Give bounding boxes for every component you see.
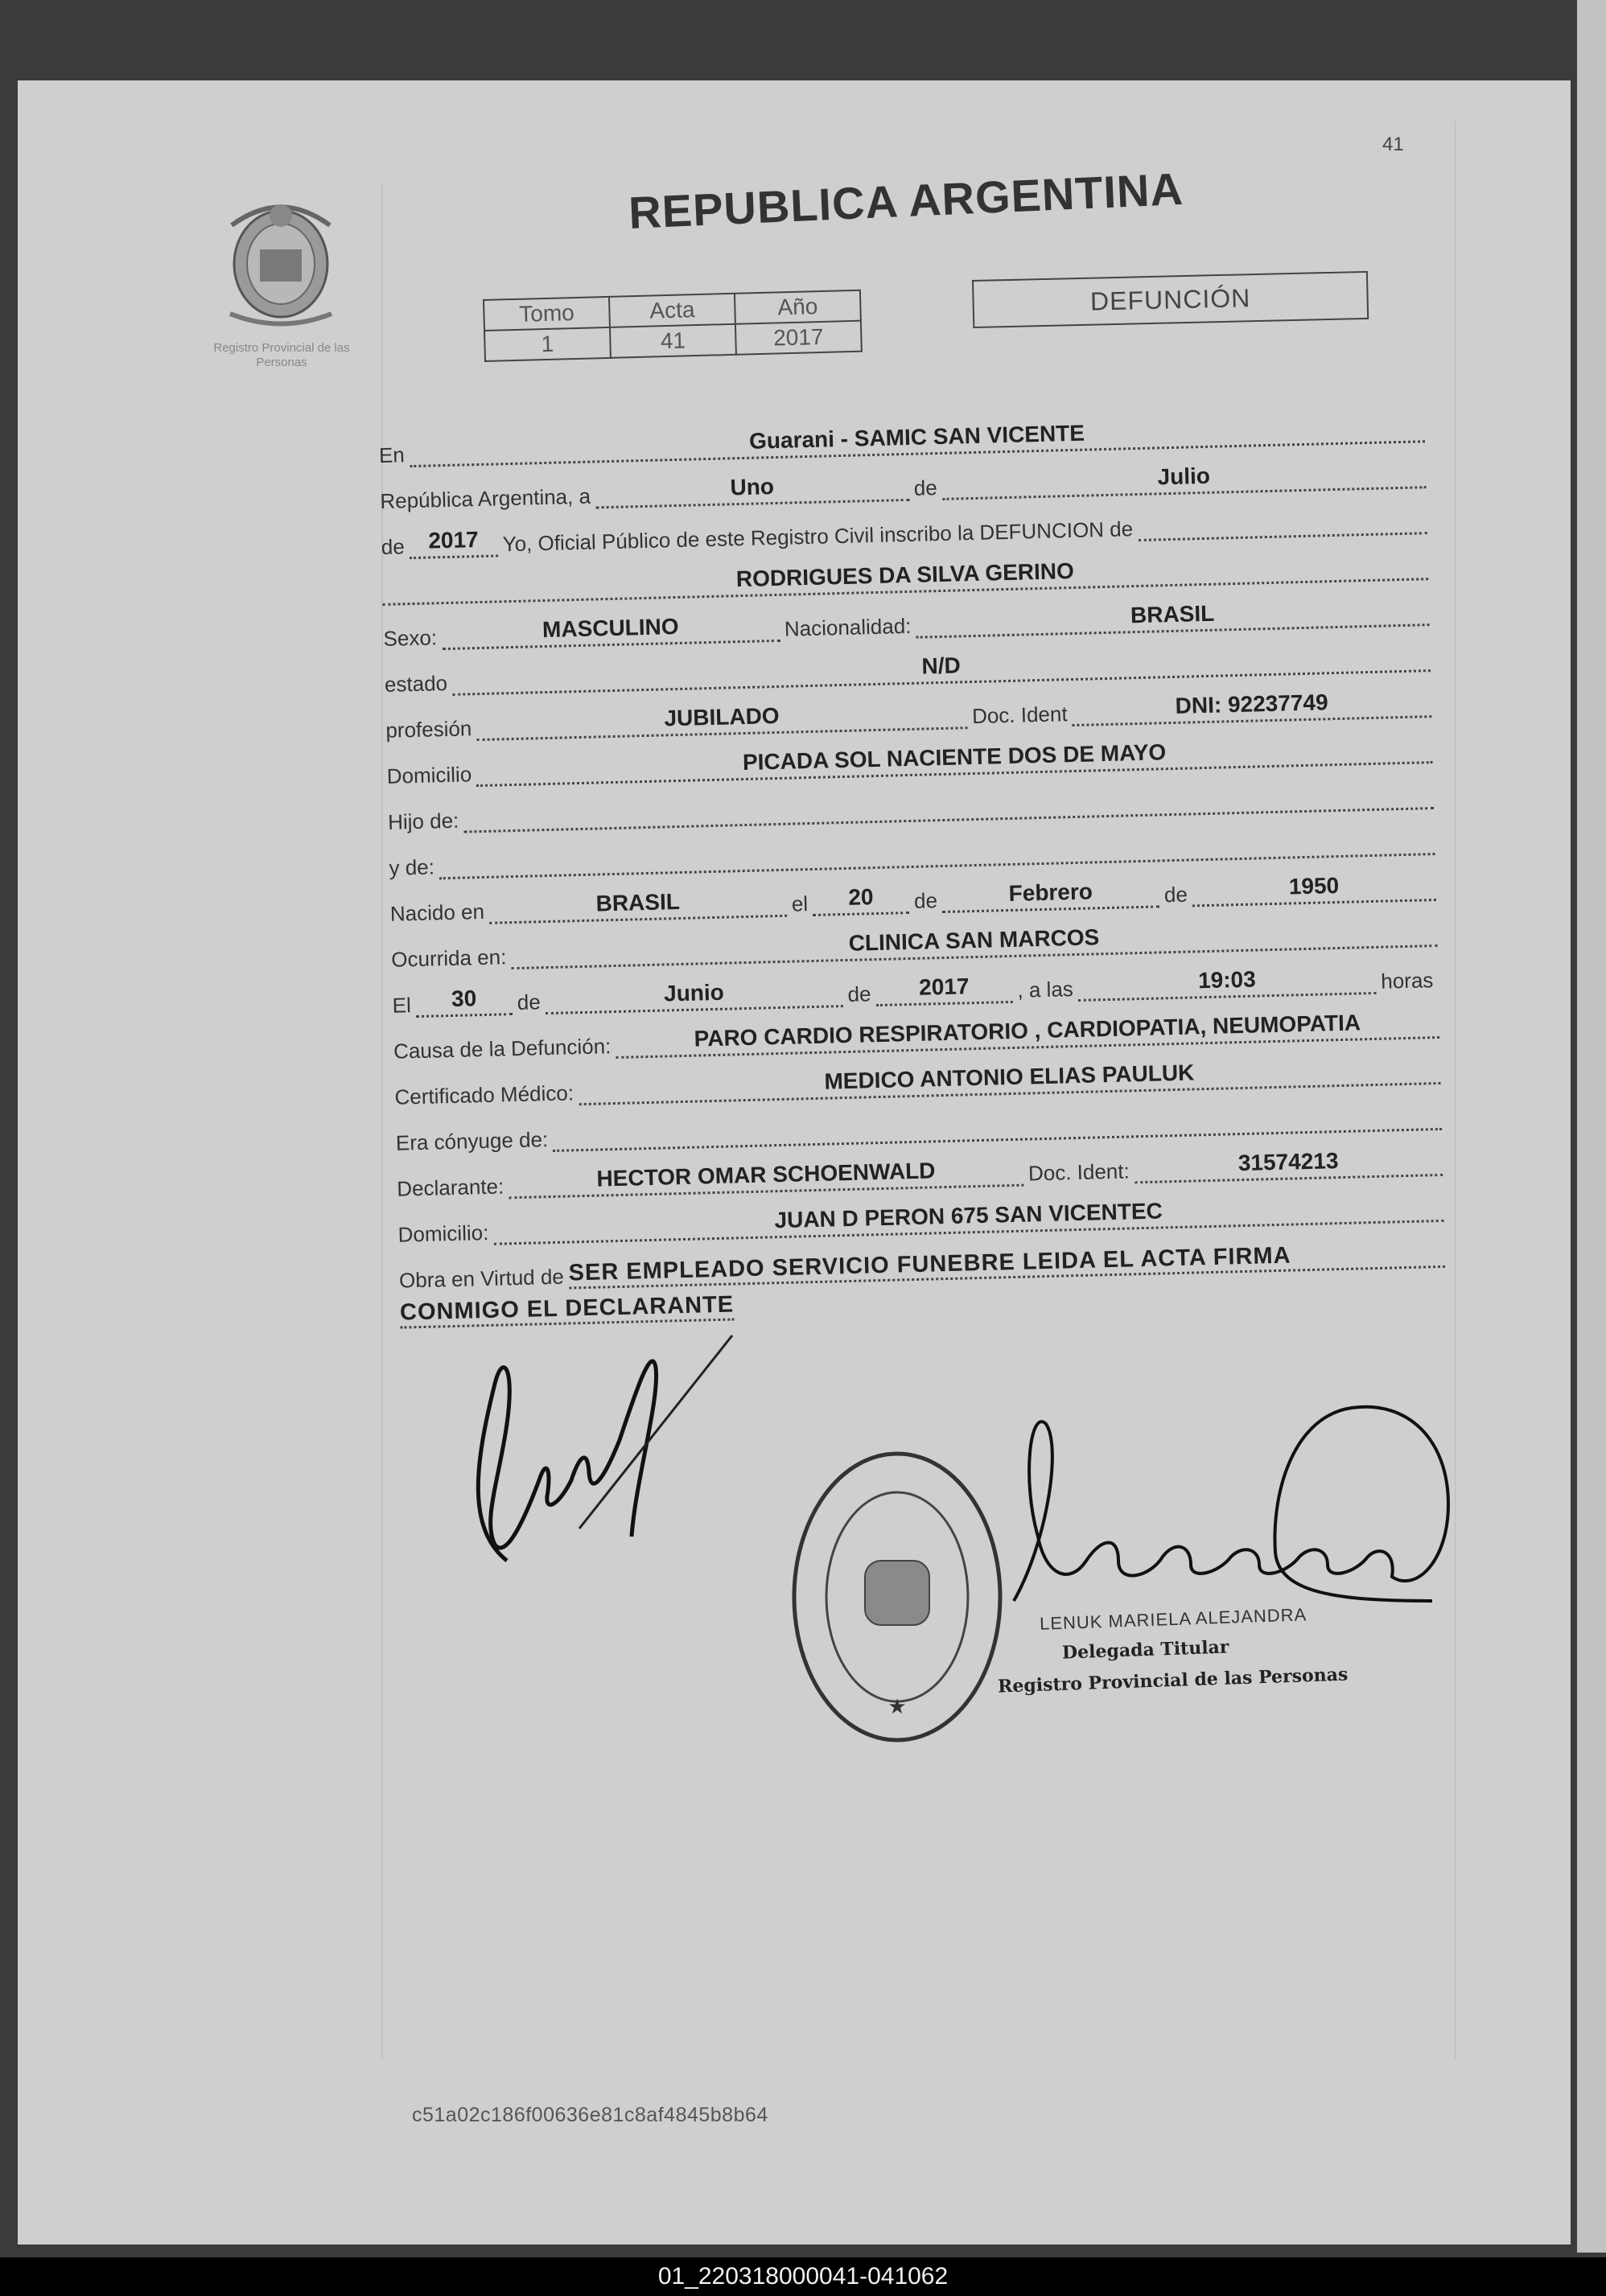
de-label: de	[1163, 882, 1188, 907]
domicilio-label: Domicilio	[386, 762, 472, 788]
month-field: Julio	[941, 457, 1426, 500]
official-role: Delegada Titular	[1061, 1636, 1229, 1664]
registry-seal-icon	[789, 1448, 1006, 1746]
el-label: el	[791, 891, 809, 916]
obra-line-2: CONMIGO EL DECLARANTE	[400, 1292, 735, 1329]
birth-day-field: 20	[813, 883, 910, 916]
domicilio-field: PICADA SOL NACIENTE DOS DE MAYO	[476, 732, 1433, 787]
death-year-field: 2017	[875, 972, 1013, 1006]
profesion-label: profesión	[385, 716, 472, 743]
record-type-box: DEFUNCIÓN	[972, 271, 1369, 328]
official-organization: Registro Provincial de las Personas	[997, 1664, 1349, 1697]
de-label: de	[381, 534, 406, 559]
nacido-en-field: BRASIL	[488, 886, 787, 924]
year-field: 2017	[409, 525, 498, 559]
svg-text:★: ★	[887, 1694, 907, 1718]
anio-value: 2017	[735, 321, 862, 355]
causa-label: Causa de la Defunción:	[393, 1034, 612, 1064]
acta-header: Acta	[609, 294, 735, 327]
registry-caption: Registro Provincial de las Personas	[213, 341, 350, 369]
certificado-label: Certificado Médico:	[394, 1080, 574, 1109]
death-day-field: 30	[415, 984, 513, 1018]
tomo-value: 1	[484, 327, 611, 361]
de-label: de	[913, 475, 938, 500]
doc-field: DNI: 92237749	[1072, 686, 1431, 726]
declarant-signature-icon	[451, 1319, 740, 1585]
inscribe-text: Yo, Oficial Público de este Registro Civil inscribo la DEFUNCION de	[502, 516, 1134, 557]
right-margin-rule	[1455, 121, 1456, 2059]
official-name: LENUK MARIELA ALEJANDRA	[1039, 1604, 1307, 1634]
place-field: Guarani - SAMIC SAN VICENTE	[409, 411, 1425, 467]
nacionalidad-label: Nacionalidad:	[784, 613, 912, 641]
ocurrida-label: Ocurrida en:	[390, 944, 507, 972]
next-page-edge	[1577, 0, 1606, 2253]
sexo-field: MASCULINO	[441, 611, 780, 650]
doc-ident-label: Doc. Ident:	[1027, 1158, 1130, 1186]
declarante-domicilio-field: JUAN D PERON 675 SAN VICENTEC	[493, 1191, 1444, 1245]
estado-field: N/D	[451, 640, 1431, 696]
birth-year-field: 1950	[1192, 870, 1436, 907]
ocurrida-field: CLINICA SAN MARCOS	[511, 916, 1438, 969]
anio-header: Año	[735, 290, 861, 324]
declarante-label: Declarante:	[396, 1174, 504, 1201]
en-label: En	[378, 442, 406, 467]
horas-label: horas	[1380, 968, 1434, 994]
el-cap-label: El	[392, 993, 412, 1018]
obra-label: Obra en Virtud de	[398, 1264, 565, 1293]
estado-label: estado	[384, 670, 448, 697]
tomo-header: Tomo	[484, 297, 610, 331]
de-label: de	[517, 990, 542, 1014]
death-time-field: 19:03	[1077, 963, 1376, 1002]
scan-id-bar: 01_220318000041-041062	[0, 2257, 1606, 2296]
a-las-label: , a las	[1017, 977, 1074, 1002]
conyuge-label: Era cónyuge de:	[395, 1127, 549, 1155]
causa-field: PARO CARDIO RESPIRATORIO , CARDIOPATIA, NEUMOPATIA	[616, 1007, 1439, 1059]
page-number: 41	[1382, 134, 1404, 155]
declarante-field: HECTOR OMAR SCHOENWALD	[509, 1155, 1024, 1199]
deceased-name-field: RODRIGUES DA SILVA GERINO	[382, 549, 1429, 606]
sexo-label: Sexo:	[383, 625, 438, 651]
nacionalidad-field: BRASIL	[916, 595, 1430, 639]
nacido-label: Nacido en	[389, 899, 485, 926]
coat-of-arms-icon	[216, 193, 346, 330]
document-heading: REPUBLICA ARGENTINA	[628, 163, 1185, 238]
day-field: Uno	[595, 470, 909, 509]
obra-line-1: SER EMPLEADO SERVICIO FUNEBRE LEIDA EL ACTA FIRMA	[568, 1239, 1445, 1290]
acta-value: 41	[610, 324, 736, 358]
de-label: de	[847, 981, 871, 1006]
birth-month-field: Febrero	[941, 876, 1159, 913]
domicilio2-label: Domicilio:	[397, 1220, 489, 1247]
de-label: de	[913, 888, 938, 913]
republica-label: República Argentina, a	[380, 483, 591, 513]
declarante-doc-field: 31574213	[1134, 1145, 1443, 1183]
profesion-field: JUBILADO	[476, 697, 968, 741]
death-month-field: Junio	[545, 976, 843, 1014]
death-record-form	[378, 397, 1446, 1328]
doc-label: Doc. Ident	[971, 702, 1068, 729]
certificado-field: MEDICO ANTONIO ELIAS PAULUK	[578, 1053, 1440, 1105]
hijo-label: Hijo de:	[387, 808, 459, 834]
y-de-label: y de:	[389, 854, 435, 880]
registry-table	[483, 290, 863, 362]
document-hash: c51a02c186f00636e81c8af4845b8b64	[412, 2104, 768, 2126]
